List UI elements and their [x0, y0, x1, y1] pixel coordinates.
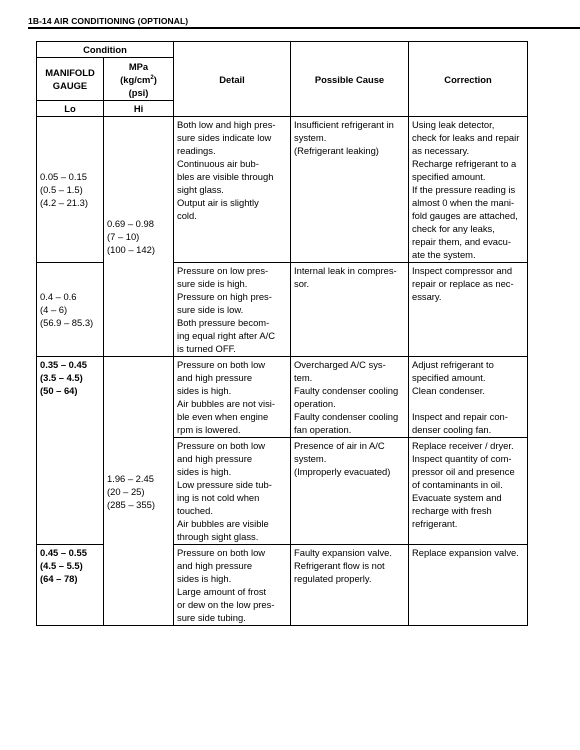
correction-cell: Replace receiver / dryer. Inspect quantity of com- pressor oil and presence of contaminants in oil. Evacuate system and recharge with fresh refrigerant.	[409, 438, 528, 545]
header-rule	[28, 27, 580, 29]
mpa-unit-sup: 2	[150, 74, 154, 81]
cause-cell: Faulty expansion valve. Refrigerant flow is not regulated properly.	[291, 545, 409, 626]
detail-cell: Pressure on both low and high pressure sides is high. Air bubbles are not visi- ble even when engine rpm is lowered.	[174, 357, 291, 438]
correction-cell: Replace expansion valve.	[409, 545, 528, 626]
lo-value-cell: 0.4 – 0.6 (4 – 6) (56.9 – 85.3)	[37, 263, 104, 357]
header-row-1	[37, 42, 528, 58]
diagnosis-table	[36, 41, 528, 626]
correction-cell: Adjust refrigerant to specified amount. Clean condenser. Inspect and repair con- denser cooling fan.	[409, 357, 528, 438]
detail-header: Detail	[174, 42, 291, 117]
mpa-unit-suffix: ) (psi)	[128, 73, 157, 98]
possible-cause-header: Possible Cause	[291, 42, 409, 117]
lo-header: Lo	[37, 101, 104, 117]
hi-value-cell: 0.69 – 0.98 (7 – 10) (100 – 142)	[104, 117, 174, 357]
correction-cell: Inspect compressor and repair or replace as nec- essary.	[409, 263, 528, 357]
detail-cell: Pressure on both low and high pressure sides is high. Large amount of frost or dew on the low pres- sure side tubing.	[174, 545, 291, 626]
mpa-unit-text: MPa (kg/cm	[120, 60, 151, 85]
detail-cell: Pressure on both low and high pressure sides is high. Low pressure side tub- ing is not cold when touched. Air bubbles are visible through sight glass.	[174, 438, 291, 545]
lo-value-cell: 0.35 – 0.45 (3.5 – 4.5) (50 – 64)	[37, 357, 104, 545]
correction-cell: Using leak detector, check for leaks and repair as necessary. Recharge refrigerant to a specified amount. If the pressure reading is almost 0 when the mani- fold gauges are attached, check for any leaks, repair them, and evacu- ate the system.	[409, 117, 528, 263]
hi-value-cell: 1.96 – 2.45 (20 – 25) (285 – 355)	[104, 357, 174, 626]
cause-cell: Presence of air in A/C system. (Improperly evacuated)	[291, 438, 409, 545]
cause-cell: Overcharged A/C sys- tem. Faulty condenser cooling operation. Faulty condenser cooling fan operation.	[291, 357, 409, 438]
table-row	[37, 357, 528, 438]
cause-cell: Insufficient refrigerant in system. (Refrigerant leaking)	[291, 117, 409, 263]
detail-cell: Both low and high pres- sure sides indicate low readings. Continuous air bub- bles are visible through sight glass. Output air is slightly cold.	[174, 117, 291, 263]
cause-cell: Internal leak in compres- sor.	[291, 263, 409, 357]
lo-value-cell: 0.05 – 0.15 (0.5 – 1.5) (4.2 – 21.3)	[37, 117, 104, 263]
condition-header: Condition	[37, 42, 174, 58]
lo-value-cell: 0.45 – 0.55 (4.5 – 5.5) (64 – 78)	[37, 545, 104, 626]
correction-header: Correction	[409, 42, 528, 117]
page-header: 1B-14 AIR CONDITIONING (OPTIONAL)	[28, 16, 189, 26]
table-row	[37, 117, 528, 263]
detail-cell: Pressure on low pres- sure side is high. Pressure on high pres- sure side is low. Both pressure becom- ing equal right after A/C is turned OFF.	[174, 263, 291, 357]
mpa-unit-header	[104, 58, 174, 101]
hi-header: Hi	[104, 101, 174, 117]
manifold-gauge-header: MANIFOLD GAUGE	[37, 58, 104, 101]
